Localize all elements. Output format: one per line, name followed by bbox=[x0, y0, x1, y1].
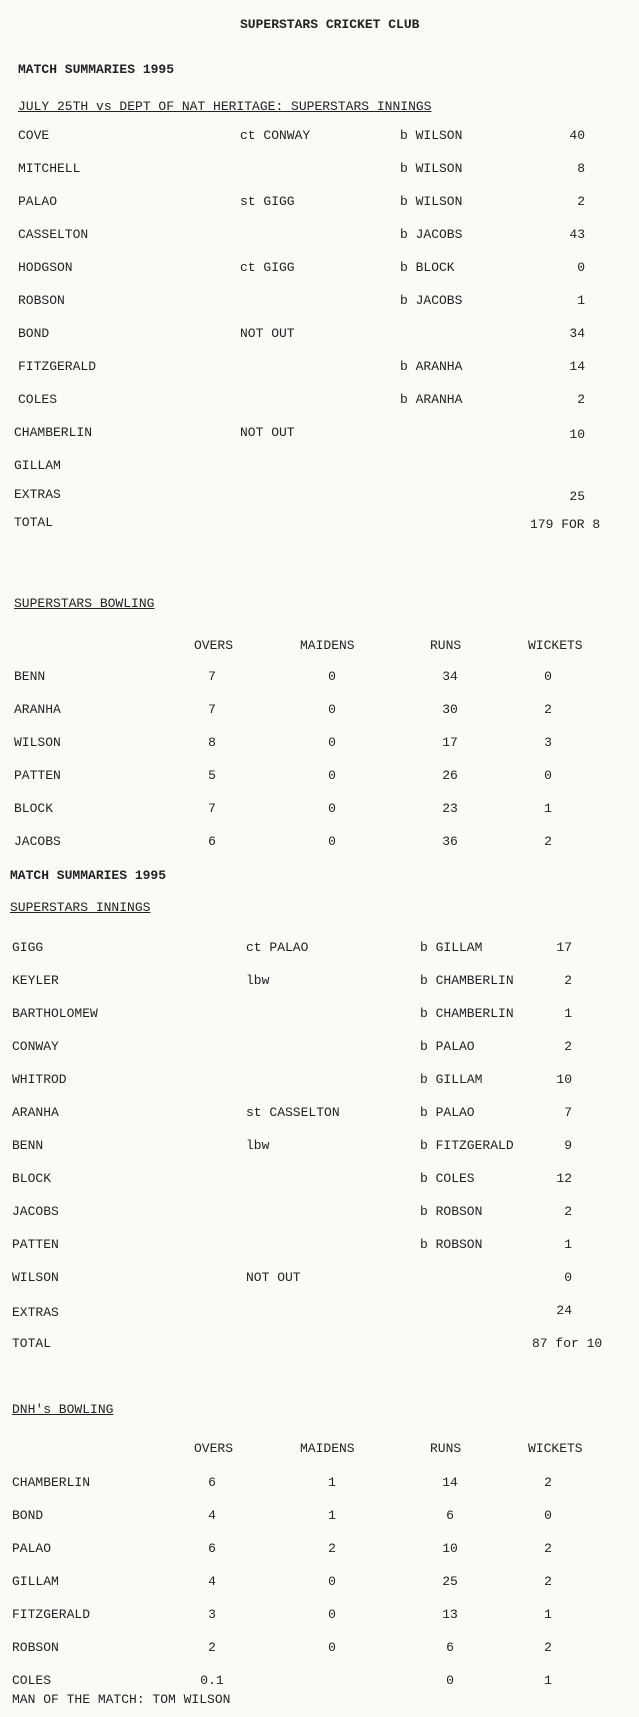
bowler-name: FITZGERALD bbox=[12, 1607, 91, 1622]
bowling-maidens: 0 bbox=[328, 768, 336, 783]
bowling-overs: 0.1 bbox=[200, 1673, 224, 1688]
bowling-maidens: 0 bbox=[328, 1574, 336, 1589]
section1-heading: MATCH SUMMARIES 1995 bbox=[18, 62, 175, 77]
bowler-name: BENN bbox=[14, 669, 46, 684]
batter-name: WILSON bbox=[12, 1270, 59, 1285]
batter-name: BENN bbox=[12, 1138, 44, 1153]
batter-name: JACOBS bbox=[12, 1204, 59, 1219]
bowling-runs: 23 bbox=[442, 801, 458, 816]
bowling-overs: 8 bbox=[208, 735, 216, 750]
bowling-wickets: 2 bbox=[544, 702, 552, 717]
bowling-runs: 17 bbox=[442, 735, 458, 750]
bowler-name: ARANHA bbox=[14, 702, 61, 717]
bowler-name: COLES bbox=[12, 1673, 52, 1688]
runs: 2 bbox=[564, 1204, 572, 1219]
runs: 17 bbox=[556, 940, 572, 955]
bowling2-heading: DNH's BOWLING bbox=[12, 1402, 114, 1417]
bowler-name: WILSON bbox=[14, 735, 61, 750]
dismissal: NOT OUT bbox=[246, 1270, 301, 1285]
batter-name: HODGSON bbox=[18, 260, 73, 275]
bowling-maidens: 0 bbox=[328, 1607, 336, 1622]
bowling-overs: 4 bbox=[208, 1574, 216, 1589]
column-header: OVERS bbox=[194, 1441, 234, 1456]
bowling-wickets: 0 bbox=[544, 768, 552, 783]
bowling-overs: 3 bbox=[208, 1607, 216, 1622]
bowling-runs: 13 bbox=[442, 1607, 458, 1622]
bowling-wickets: 2 bbox=[544, 834, 552, 849]
section2-heading: MATCH SUMMARIES 1995 bbox=[10, 868, 167, 883]
bowler: b ARANHA bbox=[400, 392, 463, 407]
total1-value: 179 FOR 8 bbox=[530, 517, 601, 532]
bowler: b BLOCK bbox=[400, 260, 455, 275]
total2-label: TOTAL bbox=[12, 1336, 52, 1351]
dismissal: NOT OUT bbox=[240, 326, 295, 341]
column-header: WICKETS bbox=[528, 638, 583, 653]
bowling1-heading: SUPERSTARS BOWLING bbox=[14, 596, 155, 611]
bowling-overs: 7 bbox=[208, 702, 216, 717]
bowling-runs: 36 bbox=[442, 834, 458, 849]
bowling-maidens: 0 bbox=[328, 1640, 336, 1655]
bowling-maidens: 1 bbox=[328, 1508, 336, 1523]
batter-name: COVE bbox=[18, 128, 50, 143]
bowling-wickets: 1 bbox=[544, 1607, 552, 1622]
batter-name: BLOCK bbox=[12, 1171, 52, 1186]
bowler: b ROBSON bbox=[420, 1204, 483, 1219]
dismissal: lbw bbox=[246, 973, 270, 988]
bowler: b ROBSON bbox=[420, 1237, 483, 1252]
bowling-wickets: 2 bbox=[544, 1475, 552, 1490]
section2-subheading: SUPERSTARS INNINGS bbox=[10, 900, 151, 915]
batter-name: MITCHELL bbox=[18, 161, 81, 176]
runs: 1 bbox=[564, 1006, 572, 1021]
bowling-maidens: 0 bbox=[328, 834, 336, 849]
column-header: MAIDENS bbox=[300, 638, 355, 653]
batter-name: WHITROD bbox=[12, 1072, 67, 1087]
bowler-name: PATTEN bbox=[14, 768, 61, 783]
page-title: SUPERSTARS CRICKET CLUB bbox=[240, 17, 420, 32]
bowling-runs: 10 bbox=[442, 1541, 458, 1556]
bowling-wickets: 3 bbox=[544, 735, 552, 750]
bowler: b GILLAM bbox=[420, 940, 483, 955]
runs: 7 bbox=[564, 1105, 572, 1120]
batter-name: COLES bbox=[18, 392, 58, 407]
batter-name: CHAMBERLIN bbox=[14, 425, 93, 440]
bowling-overs: 4 bbox=[208, 1508, 216, 1523]
runs: 8 bbox=[577, 161, 585, 176]
bowling-overs: 7 bbox=[208, 669, 216, 684]
bowling-wickets: 2 bbox=[544, 1574, 552, 1589]
column-header: RUNS bbox=[430, 638, 462, 653]
runs: 1 bbox=[564, 1237, 572, 1252]
runs: 2 bbox=[577, 392, 585, 407]
runs: 34 bbox=[569, 326, 585, 341]
bowling-runs: 14 bbox=[442, 1475, 458, 1490]
bowling-overs: 6 bbox=[208, 1541, 216, 1556]
dismissal: lbw bbox=[246, 1138, 270, 1153]
bowler-name: BLOCK bbox=[14, 801, 54, 816]
bowling-wickets: 0 bbox=[544, 1508, 552, 1523]
batter-name: PALAO bbox=[18, 194, 58, 209]
bowling-overs: 2 bbox=[208, 1640, 216, 1655]
runs: 12 bbox=[556, 1171, 572, 1186]
bowler: b JACOBS bbox=[400, 293, 463, 308]
bowling-runs: 25 bbox=[442, 1574, 458, 1589]
bowling-maidens: 0 bbox=[328, 735, 336, 750]
bowler: b GILLAM bbox=[420, 1072, 483, 1087]
dismissal: NOT OUT bbox=[240, 425, 295, 440]
batter-name: KEYLER bbox=[12, 973, 59, 988]
bowler: b CHAMBERLIN bbox=[420, 973, 514, 988]
extras2-value: 24 bbox=[556, 1303, 572, 1318]
extras2-label: EXTRAS bbox=[12, 1305, 59, 1320]
man-of-match: MAN OF THE MATCH: TOM WILSON bbox=[12, 1692, 231, 1707]
bowling-maidens: 2 bbox=[328, 1541, 336, 1556]
bowler-name: ROBSON bbox=[12, 1640, 59, 1655]
total2-value: 87 for 10 bbox=[532, 1336, 603, 1351]
bowling-runs: 34 bbox=[442, 669, 458, 684]
dismissal: st GIGG bbox=[240, 194, 295, 209]
bowling-overs: 6 bbox=[208, 834, 216, 849]
bowler: b ARANHA bbox=[400, 359, 463, 374]
batter-name: CASSELTON bbox=[18, 227, 89, 242]
runs: 43 bbox=[569, 227, 585, 242]
batter-name: CONWAY bbox=[12, 1039, 59, 1054]
column-header: RUNS bbox=[430, 1441, 462, 1456]
runs: 2 bbox=[564, 1039, 572, 1054]
batter-name: GIGG bbox=[12, 940, 44, 955]
runs: 10 bbox=[556, 1072, 572, 1087]
batter-name: PATTEN bbox=[12, 1237, 59, 1252]
bowling-runs: 30 bbox=[442, 702, 458, 717]
dismissal: st CASSELTON bbox=[246, 1105, 340, 1120]
bowler-name: JACOBS bbox=[14, 834, 61, 849]
bowling-maidens: 0 bbox=[328, 669, 336, 684]
runs: 1 bbox=[577, 293, 585, 308]
bowling-maidens: 0 bbox=[328, 702, 336, 717]
bowling-wickets: 2 bbox=[544, 1541, 552, 1556]
runs: 40 bbox=[569, 128, 585, 143]
bowling-wickets: 1 bbox=[544, 1673, 552, 1688]
batter-name: BARTHOLOMEW bbox=[12, 1006, 98, 1021]
bowler: b WILSON bbox=[400, 128, 463, 143]
bowling-wickets: 0 bbox=[544, 669, 552, 684]
bowling-overs: 7 bbox=[208, 801, 216, 816]
runs: 2 bbox=[577, 194, 585, 209]
bowling-runs: 26 bbox=[442, 768, 458, 783]
runs: 0 bbox=[577, 260, 585, 275]
bowler: b PALAO bbox=[420, 1105, 475, 1120]
bowler-name: BOND bbox=[12, 1508, 44, 1523]
dismissal: ct GIGG bbox=[240, 260, 295, 275]
runs: 0 bbox=[564, 1270, 572, 1285]
bowler: b COLES bbox=[420, 1171, 475, 1186]
bowling-maidens: 0 bbox=[328, 801, 336, 816]
column-header: OVERS bbox=[194, 638, 234, 653]
bowling-overs: 5 bbox=[208, 768, 216, 783]
dismissal: ct CONWAY bbox=[240, 128, 311, 143]
runs: 9 bbox=[564, 1138, 572, 1153]
bowling-wickets: 2 bbox=[544, 1640, 552, 1655]
total1-label: TOTAL bbox=[14, 515, 54, 530]
column-header: WICKETS bbox=[528, 1441, 583, 1456]
runs: 10 bbox=[569, 427, 585, 442]
bowler: b PALAO bbox=[420, 1039, 475, 1054]
bowler-name: GILLAM bbox=[12, 1574, 59, 1589]
bowler-name: PALAO bbox=[12, 1541, 52, 1556]
batter-name: GILLAM bbox=[14, 458, 61, 473]
bowler: b JACOBS bbox=[400, 227, 463, 242]
bowling-runs: 6 bbox=[446, 1508, 454, 1523]
section1-subheading: JULY 25TH vs DEPT OF NAT HERITAGE: SUPERSTARS INNINGS bbox=[18, 99, 432, 114]
bowling-wickets: 1 bbox=[544, 801, 552, 816]
bowling-runs: 6 bbox=[446, 1640, 454, 1655]
bowling-maidens: 1 bbox=[328, 1475, 336, 1490]
batter-name: ROBSON bbox=[18, 293, 65, 308]
runs: 2 bbox=[564, 973, 572, 988]
bowler-name: CHAMBERLIN bbox=[12, 1475, 91, 1490]
runs: 14 bbox=[569, 359, 585, 374]
bowler: b FITZGERALD bbox=[420, 1138, 514, 1153]
bowling-runs: 0 bbox=[446, 1673, 454, 1688]
runs: 25 bbox=[569, 489, 585, 504]
batter-name: BOND bbox=[18, 326, 50, 341]
batter-name: EXTRAS bbox=[14, 487, 61, 502]
bowler: b WILSON bbox=[400, 194, 463, 209]
batter-name: FITZGERALD bbox=[18, 359, 97, 374]
batter-name: ARANHA bbox=[12, 1105, 59, 1120]
dismissal: ct PALAO bbox=[246, 940, 309, 955]
bowling-overs: 6 bbox=[208, 1475, 216, 1490]
bowler: b CHAMBERLIN bbox=[420, 1006, 514, 1021]
column-header: MAIDENS bbox=[300, 1441, 355, 1456]
bowler: b WILSON bbox=[400, 161, 463, 176]
